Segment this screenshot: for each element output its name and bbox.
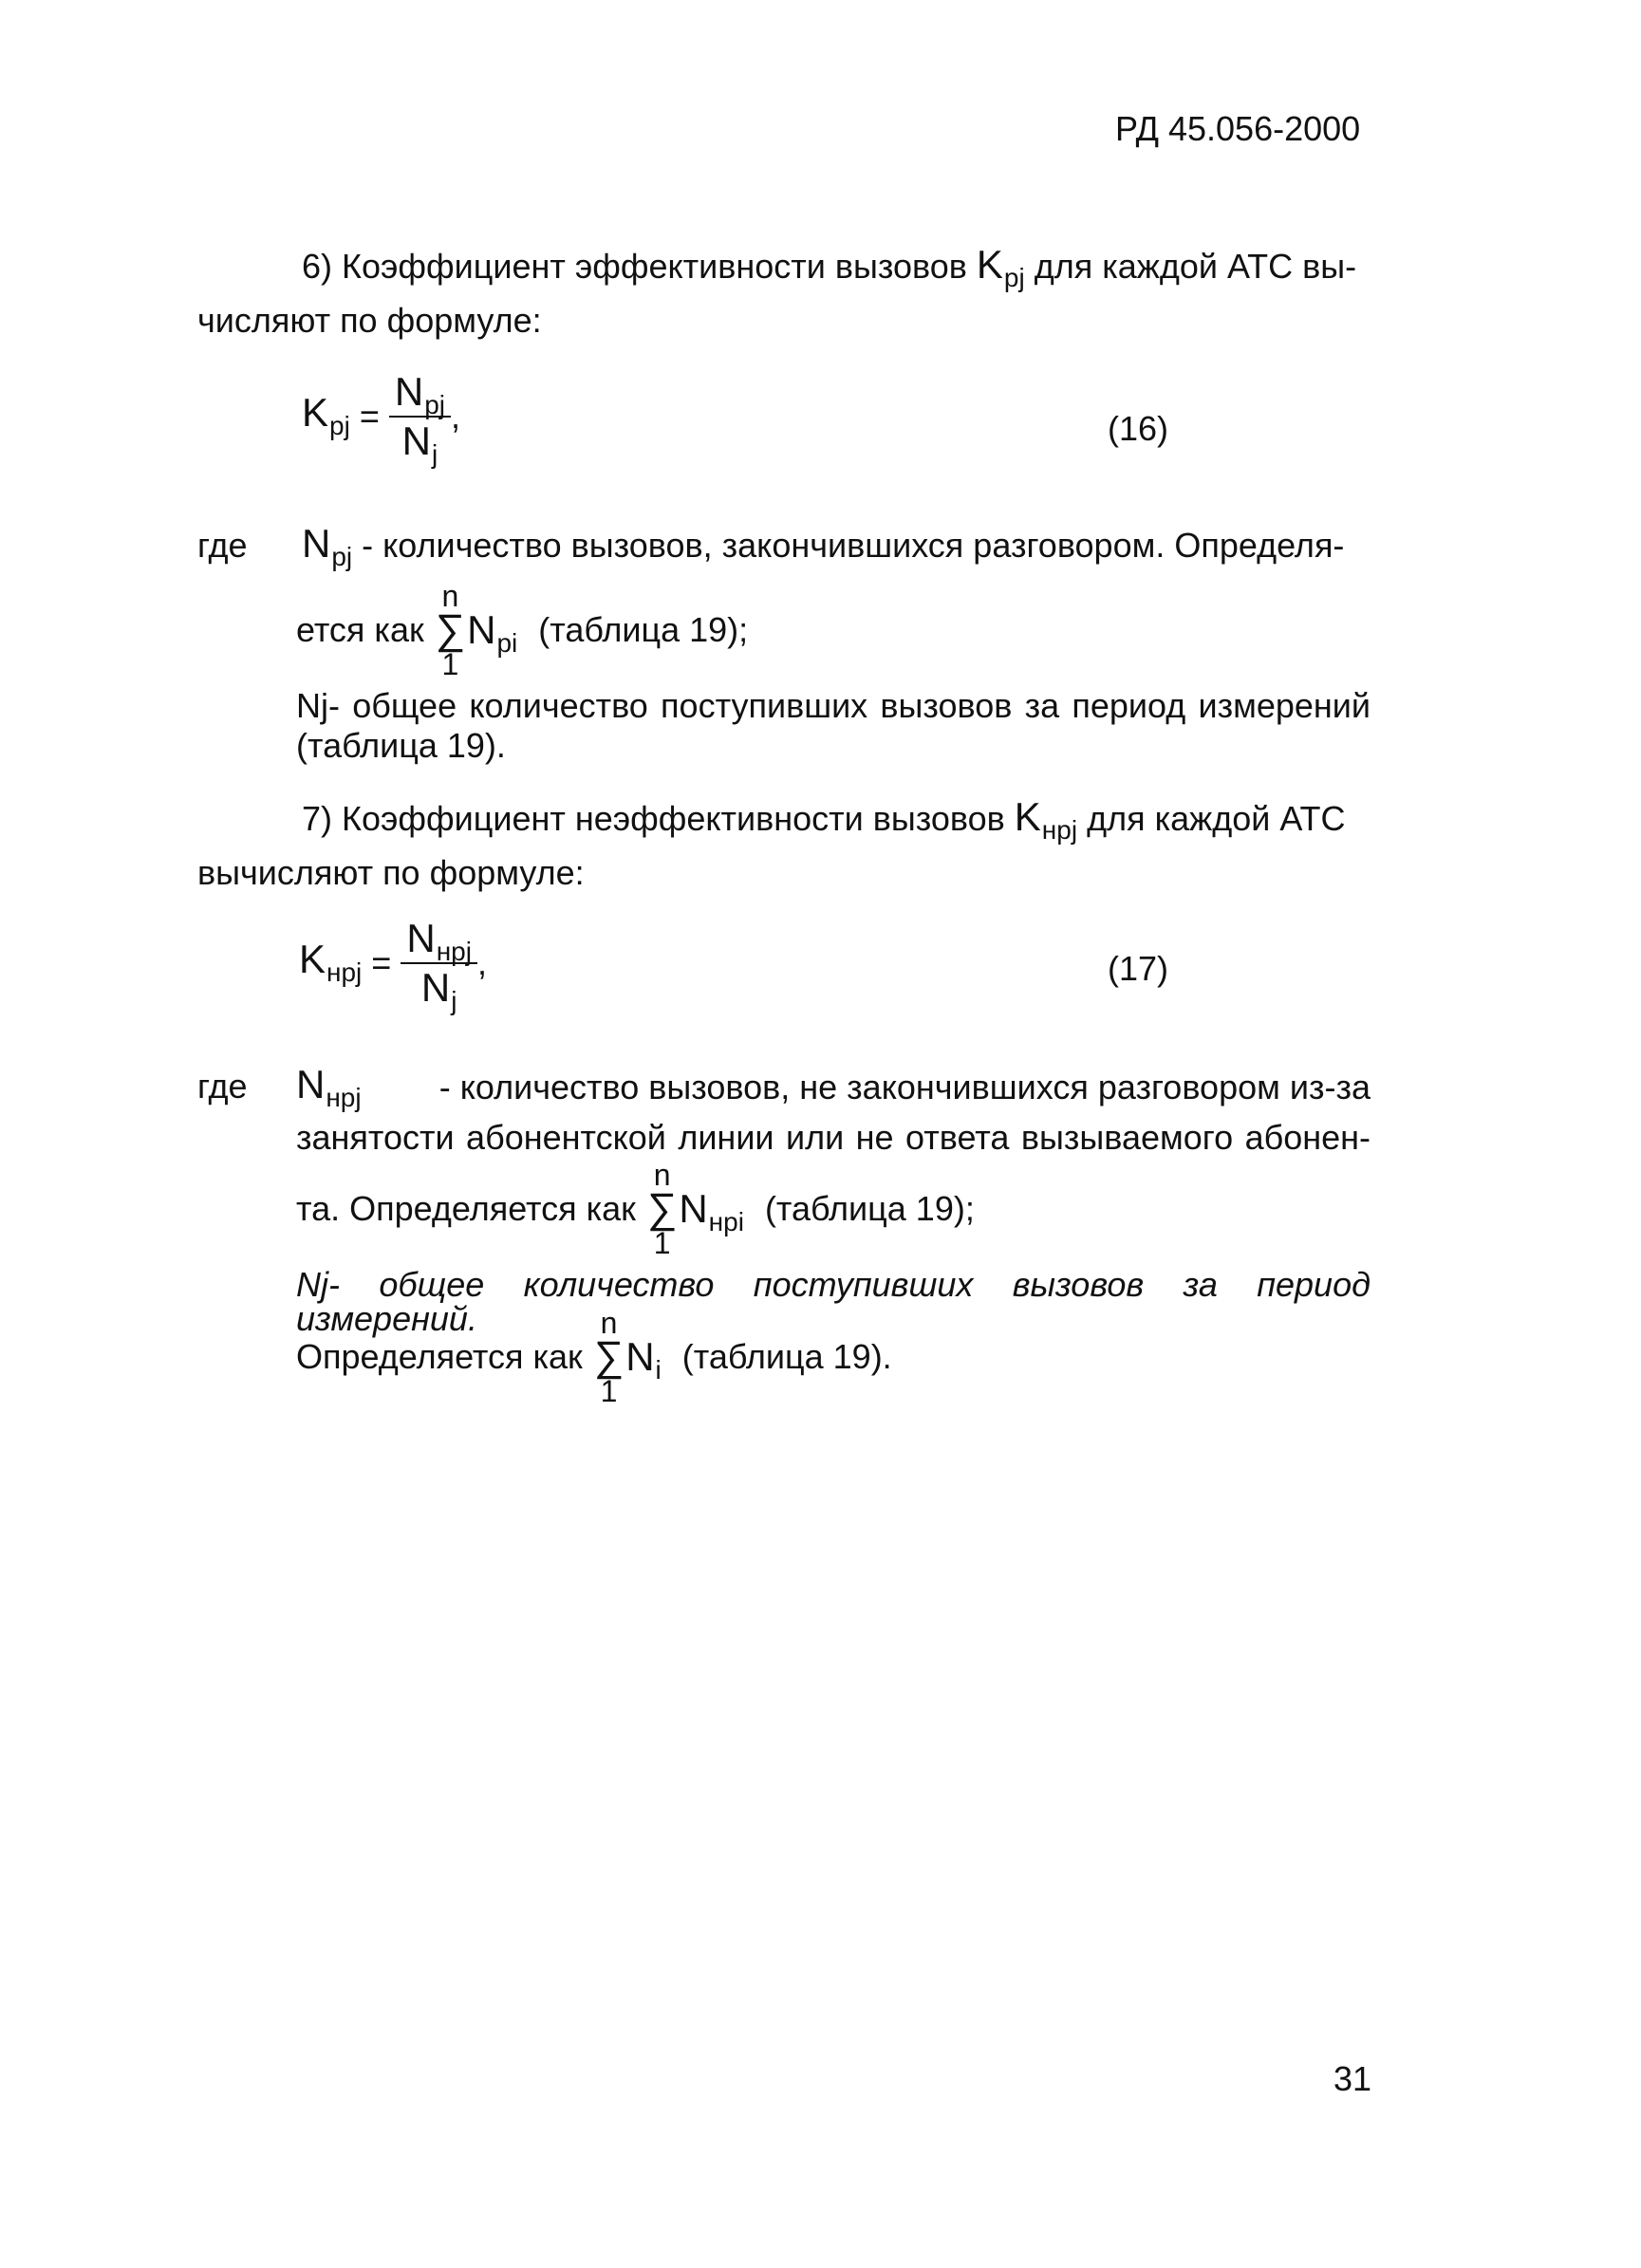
sigma-icon: ∑ <box>593 1333 625 1380</box>
where17-line2: занятости абонентской линии или не ответа вызываемого абонен- <box>296 1118 1371 1157</box>
formula16-lhs: $K_{pj}$ <box>302 389 350 440</box>
sigma-icon: ∑ <box>435 606 466 653</box>
item7-text-after: для каждой АТС <box>1087 799 1346 838</box>
item6-symbol: $K_{pj}$ <box>976 242 1025 292</box>
page-number: 31 <box>1333 2059 1372 2098</box>
where16-sum-symbol: $N_{pi}$ <box>467 606 518 658</box>
where16-sum: n ∑ 1 <box>435 579 466 681</box>
where16-line1 <box>302 521 1345 571</box>
where17-line1 <box>296 1062 1371 1112</box>
formula17-fraction <box>401 916 477 1015</box>
where17-symbol: $N_{нpj}$ <box>296 1062 362 1112</box>
where16-nj-line2: (таблица 19). <box>296 726 506 765</box>
formula17-comma: , <box>476 943 487 982</box>
formula16-fraction <box>389 369 451 469</box>
formula16-number: (16) <box>1108 409 1169 448</box>
where17-sum: n ∑ 1 <box>646 1158 678 1260</box>
where16-def-after: (таблица 19); <box>538 609 749 649</box>
item6-paragraph-line2: числяют по формуле: <box>197 301 542 340</box>
formula17-denominator: $N_j$ <box>420 965 457 1015</box>
where17-gde: где <box>197 1067 248 1106</box>
item7-paragraph-line1 <box>302 794 1346 845</box>
formula16-denominator: $N_j$ <box>401 418 438 469</box>
item7-symbol: $K_{нpj}$ <box>1014 794 1078 845</box>
where17-line1-text: - количество вызовов, не закончившихся разговором из-за <box>438 1068 1371 1106</box>
item6-text-after: для каждой АТС вы- <box>1034 247 1357 286</box>
document-code: РД 45.056-2000 <box>1115 109 1361 148</box>
where16-gde: где <box>197 526 248 565</box>
where16-text: - количество вызовов, закончившихся разговором. Определя- <box>362 526 1345 565</box>
formula16-numerator: $N_{pj}$ <box>389 372 451 418</box>
where16-def-before: ется как <box>296 609 424 649</box>
where17-definition <box>296 1160 975 1258</box>
formula17-numerator: $N_{нpj}$ <box>401 919 477 964</box>
formula-17 <box>299 916 487 1015</box>
where16-nj-line1: Nj- общее количество поступивших вызовов за период измерений <box>296 686 1371 725</box>
item7-text-before: 7) Коэффициент неэффективности вызовов <box>302 799 1005 838</box>
where17-def2-before: Определяется как <box>296 1336 583 1376</box>
where17-def2-after: (таблица 19). <box>681 1336 892 1376</box>
item7-paragraph-line2: вычисляют по формуле: <box>197 853 585 892</box>
where16-definition <box>296 581 748 679</box>
where17-def-after: (таблица 19); <box>764 1188 975 1228</box>
sigma-icon: ∑ <box>646 1185 678 1232</box>
formula17-lhs: $K_{нpj}$ <box>299 936 363 987</box>
where16-symbol: $N_{pj}$ <box>302 521 353 571</box>
formula17-equals: = <box>371 943 392 982</box>
formula17-number: (17) <box>1108 949 1169 988</box>
where17-sum2-symbol: $N_i$ <box>625 1333 662 1385</box>
formula16-equals: = <box>359 397 380 436</box>
where17-definition2 <box>296 1308 892 1406</box>
where17-sum-symbol: $N_{нpi}$ <box>679 1185 744 1236</box>
formula16-comma: , <box>451 397 461 436</box>
where17-def-before: та. Определяется как <box>296 1188 636 1228</box>
item6-text-before: 6) Коэффициент эффективности вызовов <box>302 247 967 286</box>
where17-sum2: n ∑ 1 <box>593 1306 625 1408</box>
formula-16 <box>302 369 461 469</box>
where17-nj-line: Nj- общее количество поступивших вызовов за период измерений. <box>296 1265 1371 1338</box>
item6-paragraph-line1 <box>302 242 1357 292</box>
